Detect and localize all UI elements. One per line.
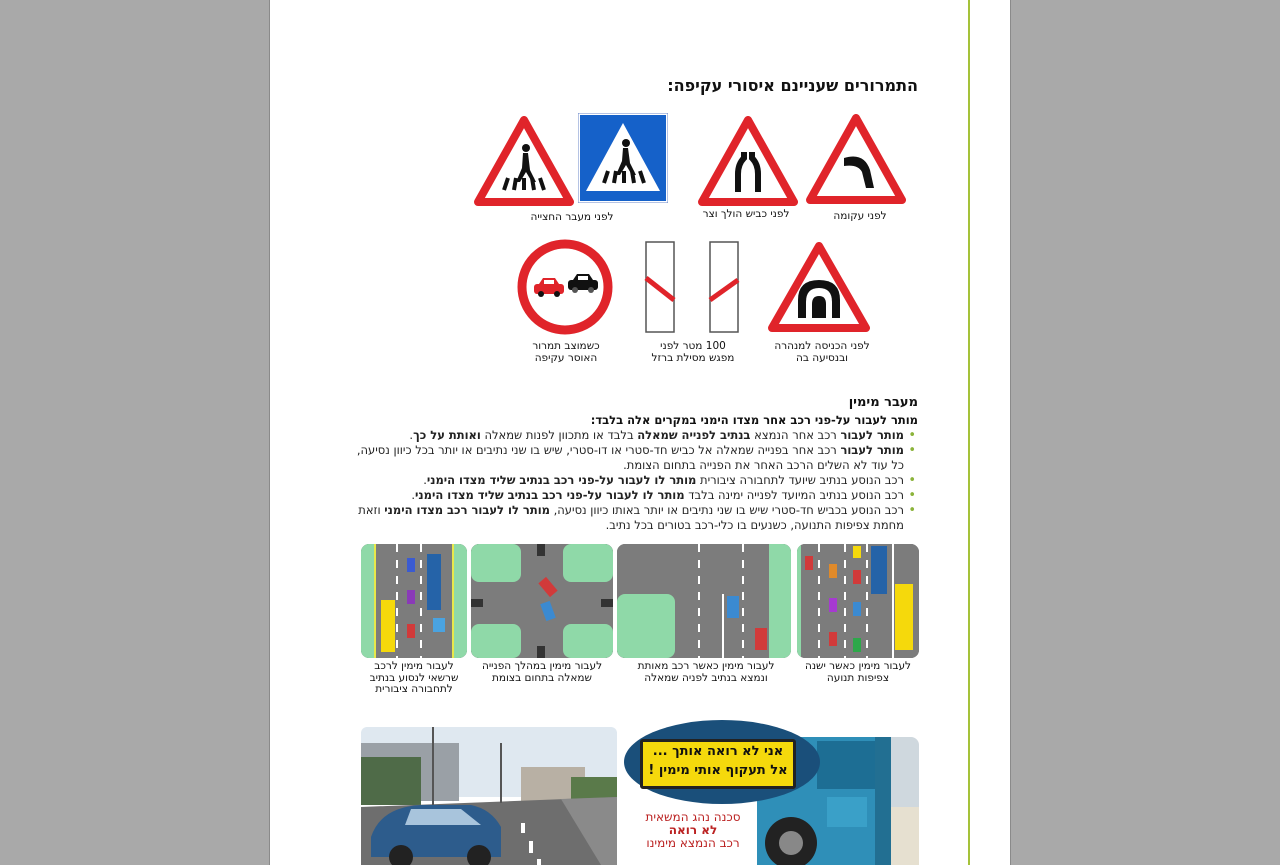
illustration-congestion: [797, 544, 919, 658]
section-title-overtaking-signs: התמרורים שעניינם איסורי עקיפה:: [667, 76, 918, 95]
sign-caption: כשמוצב תמרור האוסר עקיפה: [532, 340, 600, 364]
tunnel-icon: [768, 242, 870, 332]
photo-street-car: [361, 727, 617, 865]
sign-caption: לפני מעבר החצייה: [530, 211, 614, 223]
list-item: • מותר לעבור רכב אחר הנמצא בנתיב לפנייה שמאלה בלבד או מתכוון לפנות שמאלה ואותת על כך.: [344, 428, 904, 443]
sign-caption: לפני כביש הולך וצר: [702, 208, 790, 220]
danger-caption: [640, 811, 746, 850]
illustration-left-turn-intersection: [471, 544, 613, 658]
list-item: • רכב הנוסע בנתיב המיועד לפנייה ימינה בלבד מותר לו לעבור על-פני רכב בנתיב שליד מצדו הימני.: [344, 488, 904, 503]
document-page: [269, 0, 1011, 865]
danger-caption-line: לא רואה: [668, 823, 718, 837]
road-narrows-icon: [698, 116, 798, 206]
truck-warning-sign: אני לא רואה אותך ... אל תעקוף אותי מימין !: [640, 739, 796, 789]
danger-caption-line: סכנה נהג המשאית: [645, 810, 741, 824]
illustration-caption: לעבור מימין כאשר רכב מאותת ונמצא בנתיב לפניה שמאלה: [637, 660, 775, 684]
curve-right-icon: [806, 114, 906, 204]
illustration-bus-lane: [361, 544, 467, 658]
rules-list: [344, 428, 918, 533]
sign-caption: לפני הכניסה למנהרה ובנסיעה בה: [774, 340, 870, 364]
list-item: • רכב הנוסע בכביש חד-סטרי שיש בו שני נתיבים או יותר באותו כיוון נסיעה, מותר לו לעבור רכב מצדו הימני וזאת מחמת צפיפות התנועה, כשנעים בו כלי-רכב בטורים בכל נתיב.: [344, 503, 904, 533]
pedestrian-crossing-sign-icon: [578, 113, 668, 203]
illustration-caption: לעבור מימין לרכב שרשאי לנסוע בנתיב לתחבורה ציבורית: [369, 660, 459, 695]
sign-caption: 100 מטר לפני מפגש מסילת ברזל: [651, 340, 735, 364]
danger-caption-line: רכב הנמצא מימינו: [646, 836, 740, 850]
railway-countdown-posts-icon: [644, 240, 742, 334]
list-item: • רכב הנוסע בנתיב שיועד לתחבורה ציבורית מותר לו לעבור על-פני רכב בנתיב שליד מצדו הימני.: [344, 473, 904, 488]
intro-text: מותר לעבור על-פני רכב אחר מצדו הימני במקרים אלה בלבד:: [590, 413, 918, 427]
illustration-signaling-vehicle: [617, 544, 791, 658]
pedestrian-crossing-warning-icon: [474, 116, 574, 206]
sign-caption: לפני עקומה: [833, 210, 887, 222]
section-title-right-pass: מעבר מימין: [848, 395, 918, 410]
no-overtaking-icon: [516, 238, 614, 336]
illustration-caption: לעבור מימין במהלך הפנייה שמאלה בתחום בצומת: [481, 660, 603, 684]
list-item: • מותר לעבור רכב אחר בפנייה שמאלה אל כביש חד-סטרי או דו-סטרי, שיש בו שני נתיבים או יותר בכל כיוון נסיעה, כל עוד לא השלים הרכב האחר את הפנייה בתחום הצומת.: [344, 443, 904, 473]
page-margin-line: [968, 0, 970, 865]
illustration-caption: לעבור מימין כאשר ישנה צפיפות תנועה: [804, 660, 912, 684]
